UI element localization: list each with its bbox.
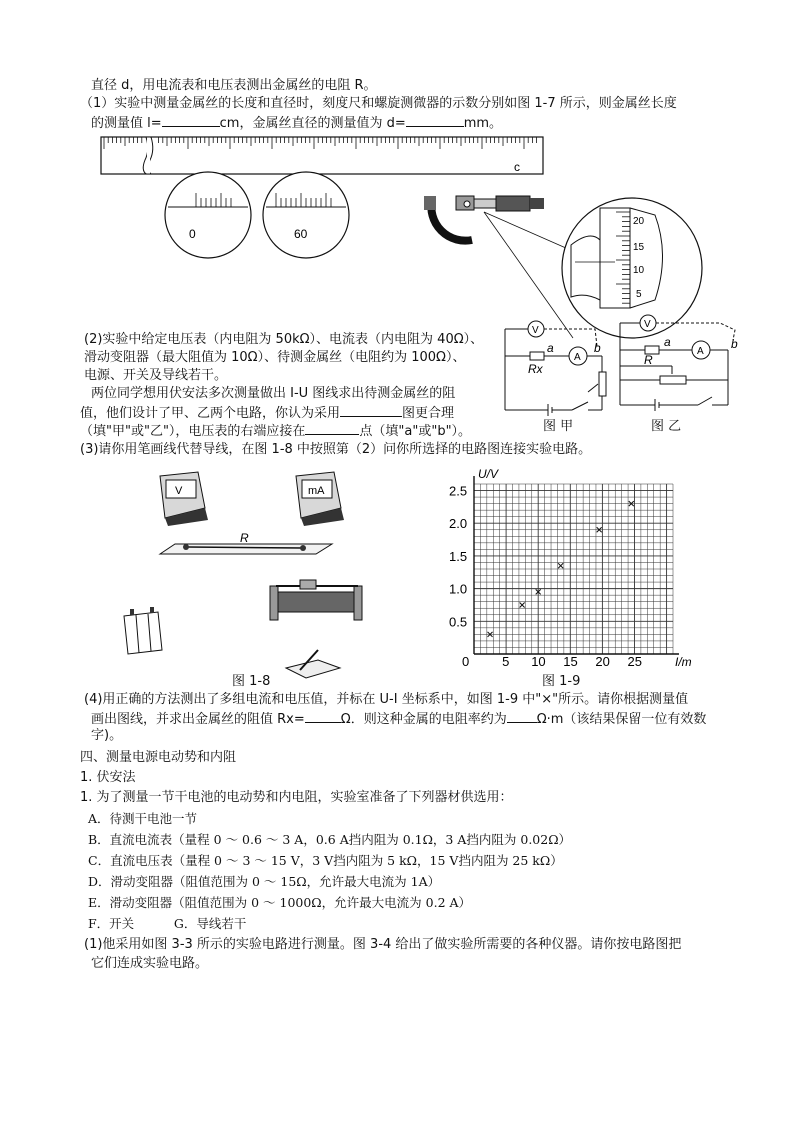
battery-device	[124, 607, 162, 654]
magnifier-left	[165, 172, 251, 258]
circuit-jia	[505, 321, 606, 416]
x-tick-label: 15	[563, 654, 578, 669]
q2-line-6	[80, 421, 471, 441]
q4-line-2	[91, 709, 706, 729]
jia-resistor-label: Rx	[528, 362, 543, 376]
caption-fig-1-9: 图 1-9	[542, 674, 581, 689]
section-4-question: 1. 为了测量一节干电池的电动势和内电阻，实验室准备了下列器材供选用：	[80, 790, 513, 805]
x-tick-label: 25	[627, 654, 642, 669]
yi-resistor-label: R	[644, 353, 653, 367]
caption-jia: 图 甲	[543, 419, 574, 434]
jia-voltmeter-symbol: V	[532, 325, 539, 336]
jia-point-b: b	[594, 341, 601, 355]
resistance-blank[interactable]	[305, 709, 341, 723]
jia-ammeter-symbol: A	[574, 352, 581, 363]
milliammeter-label: mA	[308, 485, 325, 497]
voltmeter-device	[160, 472, 208, 526]
micrometer	[424, 196, 702, 338]
x-tick-label: 5	[502, 654, 510, 669]
q4-line-2-pre: 画出图线，并求出金属丝的阻值 Rx=	[91, 712, 305, 727]
q2-line-3: 电源、开关及导线若干。	[84, 368, 228, 383]
y-axis-label: U/V	[478, 467, 499, 481]
y-tick-label: 1.5	[449, 548, 468, 564]
metal-wire-board	[160, 531, 332, 554]
y-tick-label: 0.5	[449, 614, 468, 630]
yi-ammeter-symbol: A	[697, 346, 704, 357]
caption-fig-1-8: 图 1-8	[232, 674, 271, 689]
data-point-marker	[558, 563, 563, 568]
micro-tick-5: 5	[636, 289, 642, 300]
item-d: D．滑动变阻器（阻值范围为 0 ～ 15Ω，允许最大电流为 1A）	[88, 874, 441, 889]
magnifier-right	[263, 172, 349, 258]
rheostat-device	[270, 580, 362, 620]
yi-point-b: b	[731, 337, 738, 351]
y-tick-label: 2.5	[449, 483, 468, 499]
caption-yi: 图 乙	[651, 419, 682, 434]
length-label: 的测量值 l=	[91, 116, 162, 131]
q4-line-3: 字)。	[91, 728, 123, 743]
item-a: A．待测干电池一节	[88, 811, 198, 826]
yi-point-a: a	[664, 335, 671, 349]
q4-line-2-mid: Ω．则这种金属的电阻率约为	[340, 712, 507, 727]
micro-tick-15: 15	[633, 242, 645, 253]
jia-point-a: a	[547, 341, 554, 355]
q4-line-2-post: Ω·m（该结果保留一位有效数	[536, 712, 707, 727]
micro-tick-20: 20	[633, 216, 645, 227]
milliammeter-device	[296, 472, 344, 526]
section-4-subtitle: 1. 伏安法	[80, 770, 136, 785]
circuit-choice-blank[interactable]	[340, 403, 402, 417]
y-tick-label: 1.0	[449, 581, 468, 597]
switch-device	[286, 650, 340, 678]
x-axis-label: I/m	[675, 655, 692, 669]
q2-line-2: 滑动变阻器（最大阻值为 10Ω）、待测金属丝（电阻约为 100Ω）、	[84, 350, 466, 365]
q2-line-5-post: 图更合理	[402, 406, 455, 421]
q4-line-1: (4)用正确的方法测出了多组电流和电压值，并标在 U-I 坐标系中，如图 1-9 中"×"所示。请你根据测量值	[84, 692, 689, 707]
point-choice-blank[interactable]	[305, 421, 359, 435]
section-4-para-2: 它们连成实验电路。	[91, 956, 209, 971]
item-b: B．直流电流表（量程 0 ～ 0.6 ～ 3 A，0.6 A挡内阻为 0.1Ω，3 A挡内阻为 0.02Ω）	[88, 832, 572, 847]
voltmeter-label: V	[175, 485, 183, 497]
q2-line-6-pre: （填"甲"或"乙"），电压表的右端应接在	[80, 424, 306, 439]
q2-line-6-post: 点（填"a"或"b"）。	[359, 424, 472, 439]
mag-left-label: 0	[189, 227, 196, 241]
mag-right-label: 60	[294, 227, 308, 241]
y-tick-label: 2.0	[449, 516, 468, 532]
resistivity-blank[interactable]	[507, 709, 537, 723]
data-point-marker	[520, 602, 525, 607]
question-1-text: （1）实验中测量金属丝的长度和直径时，刻度尺和螺旋测微器的示数分别如图 1-7 所示，则金属丝长度	[80, 96, 677, 111]
item-fg: F．开关 G．导线若干	[88, 916, 247, 931]
ruler	[101, 137, 543, 174]
section-4-title: 四、测量电源电动势和内阻	[80, 750, 237, 765]
section-4-para-1: (1)他采用如图 3-3 所示的实验电路进行测量。图 3-4 给出了做实验所需要的各种仪器。请你按电路图把	[84, 937, 682, 952]
x-tick-label: 10	[531, 654, 546, 669]
item-c: C．直流电压表（量程 0 ～ 3 ～ 15 V，3 V挡内阻为 5 kΩ，15 V挡内阻为 25 kΩ）	[88, 853, 563, 868]
x-tick-label: 20	[595, 654, 610, 669]
origin-label: 0	[462, 654, 470, 669]
diameter-label: cm，金属丝直径的测量值为 d=	[219, 116, 406, 131]
ruler-end-label: c	[514, 160, 520, 174]
q2-line-5	[80, 403, 454, 423]
wire-label: R	[240, 531, 249, 545]
q3-text: (3)请你用笔画线代替导线，在图 1-8 中按照第（2）问你所选择的电路图连接实验电路。	[80, 442, 592, 457]
item-e: E．滑动变阻器（阻值范围为 0 ～ 1000Ω，允许最大电流为 0.2 A）	[88, 895, 472, 910]
graph-grid	[474, 476, 679, 654]
q2-line-4: 两位同学想用伏安法多次测量做出 I-U 图线求出待测金属丝的阻	[91, 386, 456, 401]
ui-graph	[449, 467, 692, 669]
q2-line-5-pre: 值，他们设计了甲、乙两个电路，你认为采用	[80, 406, 341, 421]
yi-voltmeter-symbol: V	[644, 319, 651, 330]
intro-line: 直径 d，用电流表和电压表测出金属丝的电阻 R。	[91, 78, 377, 93]
q2-line-1: (2)实验中给定电压表（内电阻为 50kΩ）、电流表（内电阻为 40Ω）、	[84, 332, 484, 347]
micro-tick-10: 10	[633, 265, 645, 276]
unit-label: mm。	[463, 116, 503, 131]
